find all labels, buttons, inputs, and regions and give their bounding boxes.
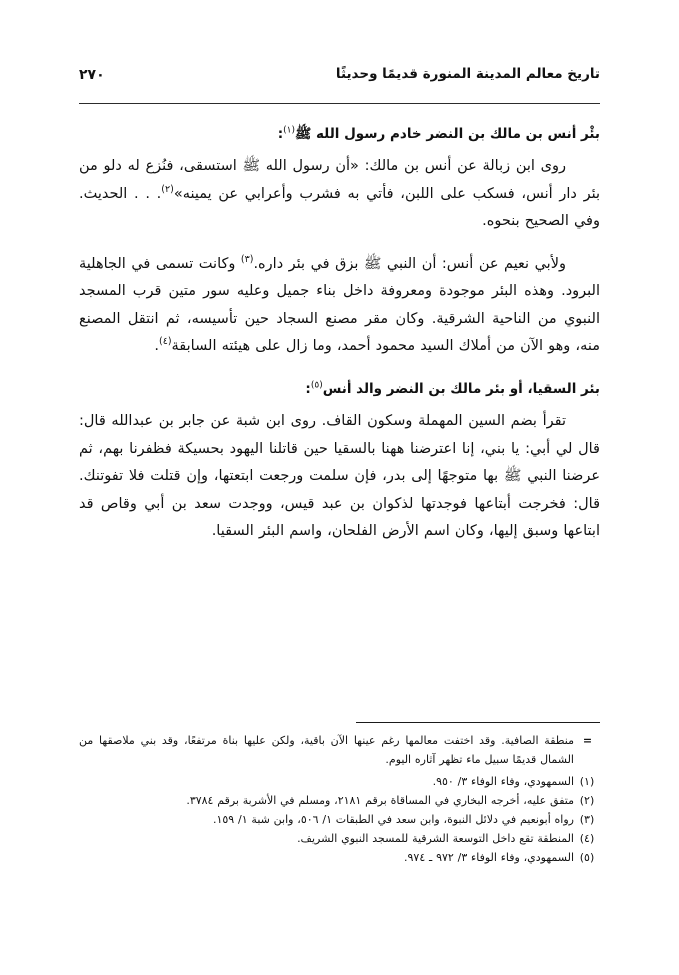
footnote-continuation-marker: = — [582, 734, 592, 747]
heading-2-footnote-ref: (٥) — [310, 380, 323, 391]
paragraph-ibn-shabba — [79, 408, 600, 546]
paragraph-ibn-zabala — [79, 153, 600, 236]
section-heading-well-of-anas — [79, 124, 600, 144]
footnote-text: رواه أبونعيم في دلائل النبوة، وابن سعد في الطبقات ١/ ٥٠٦، وابن شبة ١/ ١٥٩. — [212, 813, 574, 826]
heading-colon: : — [277, 126, 284, 142]
footnote-item — [79, 829, 600, 848]
footnote-item — [79, 848, 600, 867]
paragraph-footnote-ref-3: (٣) — [240, 253, 254, 265]
paragraph-3-text: تقرأ بضم السين المهملة وسكون القاف. روى ابن شبة عن جابر بن عبدالله قال: قال لي أبي: يا بني، إنا اعترضنا ههنا بالسقيا حين قاتلنا اليهود بحسيكة فظفرنا بهم، ثم عرضنا النبي ﷺ بها متوجهًا إلى بدر، فإن سلمت ورجعت ابتعتها، وإن قتلت فلا تفوتنك. قال: فخرجت أبتاعها فوجدتها لذكوان بن عبد قيس، ووجدت سعد بن أبي وقاص قد ابتاعها وسبق إليها، وكان اسم الأرض الفلحان، واسم البئر السقيا. — [79, 413, 600, 539]
paragraph-abu-nuaym — [79, 251, 600, 361]
paragraph-text: روى ابن زبالة عن أنس بن مالك: «أن رسول الله ﷺ استسقى، فنُزع له دلو من بئر دار أنس، فسكب على اللبن، فأتي به فشرب وأعرابي عن يمينه» — [79, 158, 600, 202]
paragraph-text-a: ولأبي نعيم عن أنس: أن النبي ﷺ بزق في بئر داره. — [253, 255, 566, 272]
footnote-marker: (٣) — [579, 813, 595, 826]
paragraph-footnote-ref-4: (٤) — [158, 336, 172, 348]
footnote-text: متفق عليه، أخرجه البخاري في المساقاة برقم ٢١٨١، ومسلم في الأشربة برقم ٣٧٨٤. — [186, 794, 574, 807]
paragraph-tail: . . . الحديث. وفي الصحيح بنحوه. — [79, 185, 600, 230]
footnote-divider — [356, 722, 600, 723]
footnotes-section — [79, 731, 600, 867]
header-divider — [79, 103, 600, 104]
heading-footnote-ref: (١) — [283, 125, 295, 136]
heading-text: بئْر أنس بن مالك بن النضر خادم رسول الله ﷺ — [294, 126, 600, 142]
footnote-marker: (١) — [579, 775, 595, 788]
footnote-text: السمهودي، وفاء الوفاء ٣/ ٩٧٢ ـ ٩٧٤. — [404, 851, 574, 864]
footnote-marker: (٥) — [579, 851, 595, 864]
footnote-item — [79, 772, 600, 791]
paragraph-tail-2: . — [154, 338, 159, 355]
footnote-item — [79, 810, 600, 829]
heading-2-colon: : — [305, 380, 311, 397]
section-heading-well-of-suqya — [79, 379, 600, 399]
book-title: تاريخ معالم المدينة المنورة قديمًا وحديثًا — [335, 66, 600, 82]
footnote-text: المنطقة تقع داخل التوسعة الشرقية للمسجد النبوي الشريف. — [297, 832, 574, 845]
paragraph-footnote-ref: (٢) — [161, 183, 174, 195]
paragraph-text-b: وكانت تسمى في الجاهلية البرود. وهذه البئر موجودة ومعروفة داخل بناء جميل وعليه سور متين قرب المسجد النبوي من الناحية الشرقية. وكان مقر مصنع السجاد حين تأسيسه، ثم انتقل المصنع منه، وهو الآن من أملاك السيد محمود أحمد، وما زال على هيئته السابقة — [79, 255, 600, 355]
footnote-marker: (٤) — [579, 832, 595, 845]
footnote-continuation-text: منطقة الصافية. وقد اختفت معالمها رغم عينها الآن باقية، ولكن عليها بناة مرتفعًا، وقد بني ملاصقها من الشمال قديمًا سبيل ماء تظهر آثاره اليوم. — [79, 734, 574, 766]
footnote-item — [79, 791, 600, 810]
heading-2-text: بئر السقيا، أو بئر مالك بن النضر والد أنس — [322, 380, 600, 397]
footnote-marker: (٢) — [579, 794, 595, 807]
running-header — [79, 66, 600, 96]
page-number: ٢٧٠ — [79, 67, 105, 83]
footnote-continuation — [79, 731, 600, 769]
paragraph-spacer — [79, 238, 600, 251]
footnote-text: السمهودي، وفاء الوفاء ٣/ ٩٥٠. — [432, 775, 574, 788]
page-content — [79, 124, 600, 548]
